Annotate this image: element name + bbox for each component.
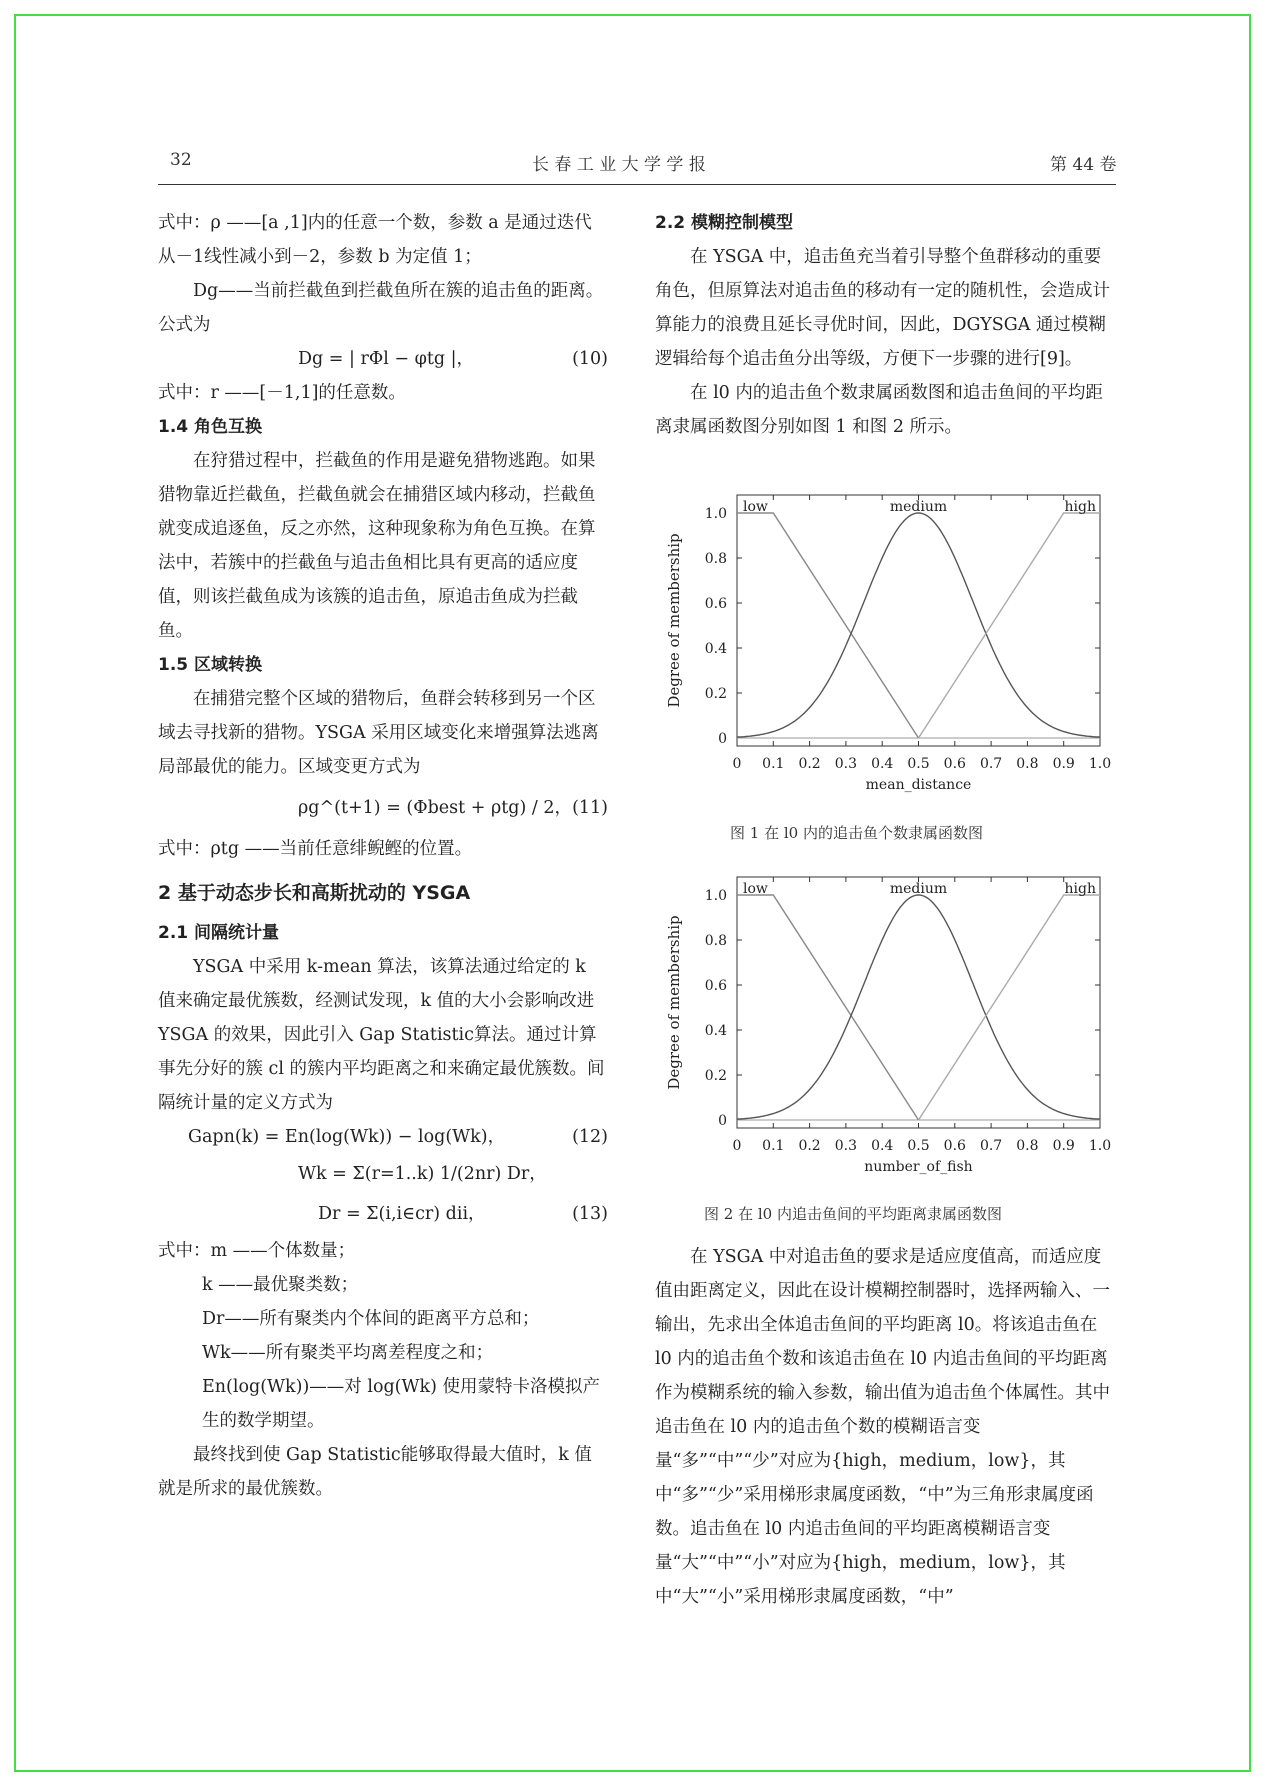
y-tick-label: 0.2 [704, 1068, 727, 1084]
definition-item: Dr——所有聚类内个体间的距离平方总和； [202, 1309, 540, 1329]
equation-number: (13) [572, 1204, 608, 1224]
x-axis-label: mean_distance [865, 777, 972, 793]
section-heading: 1.4 角色互换 [158, 417, 263, 437]
equation-number: (11) [572, 798, 608, 818]
paragraph: 在狩猎过程中，拦截鱼的作用是避免猎物逃跑。如果猎物靠近拦截鱼，拦截鱼就会在捕猎区域内移动，拦截鱼就变成追逐鱼，反之亦然，这种现象称为角色互换。在算法中，若簇中的拦截鱼与追击鱼相比具有更高的适应度值，则该拦截鱼成为该簇的追击鱼，原追击鱼成为拦截鱼。 [158, 451, 596, 641]
right-column-bottom [655, 1240, 1115, 1614]
series-label-high: high [1064, 499, 1096, 515]
equation-body: Dg = | rΦl − φtg |， [298, 349, 475, 369]
paragraph: YSGA 中采用 k-mean 算法，该算法通过给定的 k 值来确定最优簇数，经测试发现，k 值的大小会影响改进 YSGA 的效果，因此引入 Gap Statistic算法。通过计算事先分好的簇 cl 的簇内平均距离之和来确定最优簇数。间隔统计量的定义方式为 [158, 957, 605, 1113]
equation-body: Gapn(k) = En(log(Wk)) − log(Wk)， [188, 1127, 506, 1147]
series-low-line [737, 513, 919, 738]
paragraph: 式中：ρ ——[a ,1]内的任意一个数，参数 a 是通过迭代从－1线性减小到－2，参数 b 为定值 1； [158, 213, 592, 267]
figure-2-caption: 图 2 在 l0 内追击鱼间的平均距离隶属函数图 [704, 1205, 1002, 1223]
section-heading: 1.5 区域转换 [158, 655, 263, 675]
left-column [158, 206, 608, 1506]
paragraph: 在 YSGA 中对追击鱼的要求是适应度值高，而适应度值由距离定义，因此在设计模糊控制器时，选择两输入、一输出，先求出全体追击鱼间的平均距离 l0。将该追击鱼在 l0 内的追击鱼个数和该追击鱼在 l0 内追击鱼间的平均距离作为模糊系统的输入参数，输出值为追击鱼个体属性。其中追击鱼在 l0 内的追击鱼个数的模糊语言变量“多”“中”“少”对应为{high，medium，low}，其中“多”“少”采用梯形隶属度函数，“中”为三角形隶属度函数。追击鱼在 l0 内追击鱼间的平均距离模糊语言变量“大”“中”“小”对应为{high，medium，low}，其中“大”“小”采用梯形隶属度函数，“中” [655, 1247, 1110, 1607]
definition-item: k ——最优聚类数； [202, 1275, 359, 1295]
volume-label: 第 44 卷 [1050, 155, 1117, 175]
equation-10 [158, 342, 608, 376]
right-column-top [655, 206, 1115, 444]
paragraph: 在捕猎完整个区域的猎物后，鱼群会转移到另一个区域去寻找新的猎物。YSGA 采用区域变化来增强算法逃离局部最优的能力。区域变更方式为 [158, 689, 599, 777]
x-tick-label: 0.4 [871, 1138, 894, 1154]
y-tick-label: 0.6 [704, 596, 727, 612]
equation-body: Wk = Σ(r=1..k) 1/(2nr) Dr， [298, 1164, 547, 1184]
x-axis-label: number_of_fish [864, 1159, 973, 1175]
y-axis-label: Degree of membership [665, 915, 683, 1090]
header-rule [158, 184, 1116, 185]
x-tick-label: 1.0 [1088, 1138, 1112, 1154]
y-axis-label: Degree of membership [665, 533, 683, 708]
series-high-line [919, 513, 1101, 738]
y-tick-label: 0.6 [704, 978, 727, 994]
definition-item: En(log(Wk))——对 log(Wk) 使用蒙特卡洛模拟产生的数学期望。 [202, 1377, 600, 1431]
x-tick-label: 0.5 [907, 756, 930, 772]
y-tick-label: 0.8 [704, 551, 727, 567]
equation-number: (12) [572, 1127, 608, 1147]
x-tick-label: 0.3 [834, 1138, 858, 1154]
series-high-line [919, 895, 1101, 1120]
equation-body: Dr = Σ(i,i∈cr) dii， [318, 1204, 486, 1224]
x-tick-label: 0.9 [1052, 756, 1075, 772]
x-tick-label: 0.8 [1016, 756, 1039, 772]
x-tick-label: 0.8 [1016, 1138, 1039, 1154]
plot-frame [737, 877, 1100, 1128]
x-tick-label: 0.4 [871, 756, 894, 772]
paragraph: 在 YSGA 中，追击鱼充当着引导整个鱼群移动的重要角色，但原算法对追击鱼的移动有一定的随机性，会造成计算能力的浪费且延长寻优时间，因此，DGYSGA 通过模糊逻辑给每个追击鱼分出等级，方便下一步骤的进行[9]。 [655, 247, 1110, 369]
section-heading: 2.1 间隔统计量 [158, 923, 280, 943]
equation-13a [158, 1154, 608, 1194]
x-tick-label: 0.1 [762, 1138, 785, 1154]
figure-2-chart [655, 862, 1115, 1192]
x-tick-label: 0.3 [834, 756, 858, 772]
y-tick-label: 0.4 [704, 1023, 727, 1039]
paragraph: 最终找到使 Gap Statistic能够取得最大值时，k 值就是所求的最优簇数。 [158, 1445, 592, 1499]
journal-title: 长 春 工 业 大 学 学 报 [532, 155, 706, 175]
y-tick-label: 0.8 [704, 933, 727, 949]
definition-list [158, 1234, 608, 1438]
equation-13b [158, 1194, 608, 1234]
equation-12 [158, 1120, 608, 1154]
section-heading: 2.2 模糊控制模型 [655, 213, 794, 233]
series-medium-line [737, 513, 1100, 737]
equation-number: (10) [572, 349, 608, 369]
y-tick-label: 1.0 [704, 888, 727, 904]
x-tick-label: 0 [732, 756, 742, 772]
x-tick-label: 0.7 [979, 1138, 1003, 1154]
y-tick-label: 0.2 [704, 686, 727, 702]
x-tick-label: 0.9 [1052, 1138, 1075, 1154]
series-label-medium: medium [889, 881, 948, 897]
x-tick-label: 0.5 [907, 1138, 930, 1154]
plot-frame [737, 495, 1100, 746]
x-tick-label: 0.6 [943, 756, 966, 772]
series-label-medium: medium [889, 499, 948, 515]
y-tick-label: 0.4 [704, 641, 727, 657]
x-tick-label: 1.0 [1088, 756, 1112, 772]
paragraph: Dg——当前拦截鱼到拦截鱼所在簇的追击鱼的距离。公式为 [158, 281, 604, 335]
definition-item: Wk——所有聚类平均离差程度之和； [202, 1343, 494, 1363]
series-medium-line [737, 895, 1100, 1119]
equation-body: ρg^(t+1) = (Φbest + ρtg) / 2， [298, 798, 572, 818]
figure-1-caption: 图 1 在 l0 内的追击鱼个数隶属函数图 [730, 824, 983, 842]
series-label-high: high [1064, 881, 1096, 897]
series-label-low: low [743, 881, 768, 897]
x-tick-label: 0.6 [943, 1138, 966, 1154]
series-label-low: low [743, 499, 768, 515]
page-number: 32 [170, 150, 192, 170]
y-tick-label: 1.0 [704, 506, 727, 522]
definition-item: 式中：m ——个体数量； [158, 1241, 356, 1261]
x-tick-label: 0.2 [798, 1138, 821, 1154]
paragraph: 在 l0 内的追击鱼个数隶属函数图和追击鱼间的平均距离隶属函数图分别如图 1 和图 2 所示。 [655, 383, 1103, 437]
x-tick-label: 0.1 [762, 756, 785, 772]
x-tick-label: 0.2 [798, 756, 821, 772]
paragraph: 式中：ρtg ——当前任意绯鲵鲣的位置。 [158, 839, 473, 859]
figure-1-chart [655, 480, 1115, 810]
y-tick-label: 0 [718, 1113, 727, 1129]
equation-11 [158, 784, 608, 832]
y-tick-label: 0 [718, 731, 727, 747]
series-low-line [737, 895, 919, 1120]
section-heading: 2 基于动态步长和高斯扰动的 YSGA [158, 882, 471, 904]
x-tick-label: 0.7 [979, 756, 1003, 772]
x-tick-label: 0 [732, 1138, 742, 1154]
paragraph: 式中：r ——[－1,1]的任意数。 [158, 383, 406, 403]
